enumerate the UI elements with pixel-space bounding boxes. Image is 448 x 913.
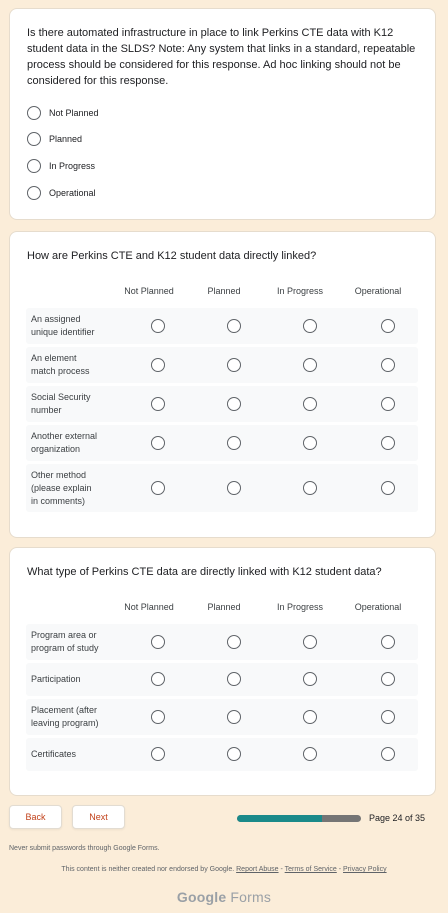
grid-radio-in-progress[interactable]	[303, 672, 317, 686]
grid-radio-operational[interactable]	[381, 358, 395, 372]
separator: -	[278, 866, 285, 873]
google-forms-logo[interactable]	[0, 889, 448, 905]
next-button[interactable]: Next	[72, 805, 125, 829]
legal-disclaimer	[0, 866, 448, 873]
question-card-data-type	[9, 547, 436, 796]
separator: -	[336, 866, 344, 873]
column-header-planned: Planned	[207, 602, 241, 612]
grid-row-certificates	[26, 738, 418, 771]
grid-radio-operational[interactable]	[381, 481, 395, 495]
radio-button[interactable]	[27, 186, 41, 200]
row-label: Other method (please explain in comments)	[31, 470, 92, 506]
grid-row-element-match	[26, 347, 418, 383]
question-text: What type of Perkins CTE data are directly linked with K12 student data?	[27, 566, 382, 578]
logo-forms: Forms	[230, 889, 272, 905]
grid-radio-not-planned[interactable]	[151, 481, 165, 495]
grid-radio-not-planned[interactable]	[151, 436, 165, 450]
option-label: Planned	[49, 134, 83, 144]
terms-link[interactable]: Terms of Service	[284, 866, 337, 873]
option-not-planned[interactable]	[27, 105, 99, 121]
column-header-not-planned: Not Planned	[124, 602, 174, 612]
grid-radio-not-planned[interactable]	[151, 710, 165, 724]
grid-radio-operational[interactable]	[381, 397, 395, 411]
row-label: Placement (after leaving program)	[31, 705, 99, 728]
disclaimer-text: This content is neither created nor endorsed by Google.	[61, 866, 235, 873]
progress-fill	[237, 815, 322, 822]
column-header-not-planned: Not Planned	[124, 286, 174, 296]
back-button[interactable]: Back	[9, 805, 62, 829]
question-card-infrastructure	[9, 8, 436, 220]
option-label: Not Planned	[49, 108, 99, 118]
progress-bar	[237, 815, 361, 822]
report-abuse-link[interactable]: Report Abuse	[236, 866, 279, 873]
question-text: Is there automated infrastructure in place to link Perkins CTE data with K12 student data in the SLDS? Note: Any system that links in a standard, repeatable process should be considered for this response. Ad hoc linking should not be considered for this response.	[27, 27, 416, 87]
grid-radio-not-planned[interactable]	[151, 672, 165, 686]
grid-radio-operational[interactable]	[381, 319, 395, 333]
column-header-in-progress: In Progress	[276, 286, 324, 296]
radio-button[interactable]	[27, 159, 41, 173]
grid-row-participation	[26, 663, 418, 696]
option-label: Operational	[49, 188, 96, 198]
grid-radio-planned[interactable]	[227, 358, 241, 372]
row-label: Program area or program of study	[31, 630, 99, 653]
option-in-progress[interactable]	[27, 158, 95, 174]
grid-radio-not-planned[interactable]	[151, 358, 165, 372]
grid-radio-operational[interactable]	[381, 672, 395, 686]
grid-row-program-area	[26, 624, 418, 660]
grid-radio-planned[interactable]	[227, 747, 241, 761]
grid-radio-in-progress[interactable]	[303, 635, 317, 649]
question-card-link-method	[9, 231, 436, 538]
grid-radio-planned[interactable]	[227, 481, 241, 495]
grid-row-unique-identifier	[26, 308, 418, 344]
grid-radio-planned[interactable]	[227, 635, 241, 649]
column-header-operational: Operational	[354, 286, 402, 296]
row-label: Another external organization	[31, 431, 98, 454]
grid-radio-in-progress[interactable]	[303, 319, 317, 333]
row-label: Participation	[31, 674, 81, 684]
grid-radio-planned[interactable]	[227, 436, 241, 450]
question-text: How are Perkins CTE and K12 student data directly linked?	[27, 250, 317, 262]
grid-row-other-method	[26, 464, 418, 512]
column-header-planned: Planned	[207, 286, 241, 296]
grid-row-external-org	[26, 425, 418, 461]
grid-radio-operational[interactable]	[381, 747, 395, 761]
option-operational[interactable]	[27, 185, 96, 201]
grid-radio-in-progress[interactable]	[303, 710, 317, 724]
grid-radio-operational[interactable]	[381, 710, 395, 724]
grid-row-ssn	[26, 386, 418, 422]
grid-radio-planned[interactable]	[227, 672, 241, 686]
row-label: An assigned unique identifier	[31, 314, 95, 337]
page-indicator: Page 24 of 35	[369, 813, 426, 823]
radio-button[interactable]	[27, 106, 41, 120]
grid-radio-planned[interactable]	[227, 397, 241, 411]
logo-google: Google	[176, 889, 227, 905]
grid-radio-not-planned[interactable]	[151, 319, 165, 333]
column-header-in-progress: In Progress	[276, 602, 324, 612]
privacy-link[interactable]: Privacy Policy	[343, 866, 387, 873]
grid-radio-in-progress[interactable]	[303, 397, 317, 411]
option-planned[interactable]	[27, 131, 82, 147]
grid-radio-in-progress[interactable]	[303, 747, 317, 761]
grid-radio-not-planned[interactable]	[151, 397, 165, 411]
row-label: Social Security number	[31, 392, 91, 415]
password-warning: Never submit passwords through Google Forms.	[9, 845, 160, 852]
grid-radio-planned[interactable]	[227, 710, 241, 724]
grid-radio-planned[interactable]	[227, 319, 241, 333]
option-label: In Progress	[49, 161, 96, 171]
grid-radio-in-progress[interactable]	[303, 358, 317, 372]
grid-row-placement	[26, 699, 418, 735]
row-label: Certificates	[31, 749, 77, 759]
column-header-operational: Operational	[354, 602, 402, 612]
row-label: An element match process	[31, 353, 90, 376]
grid-radio-not-planned[interactable]	[151, 635, 165, 649]
grid-radio-operational[interactable]	[381, 635, 395, 649]
grid-radio-not-planned[interactable]	[151, 747, 165, 761]
grid-radio-in-progress[interactable]	[303, 436, 317, 450]
grid-radio-operational[interactable]	[381, 436, 395, 450]
radio-button[interactable]	[27, 132, 41, 146]
grid-radio-in-progress[interactable]	[303, 481, 317, 495]
